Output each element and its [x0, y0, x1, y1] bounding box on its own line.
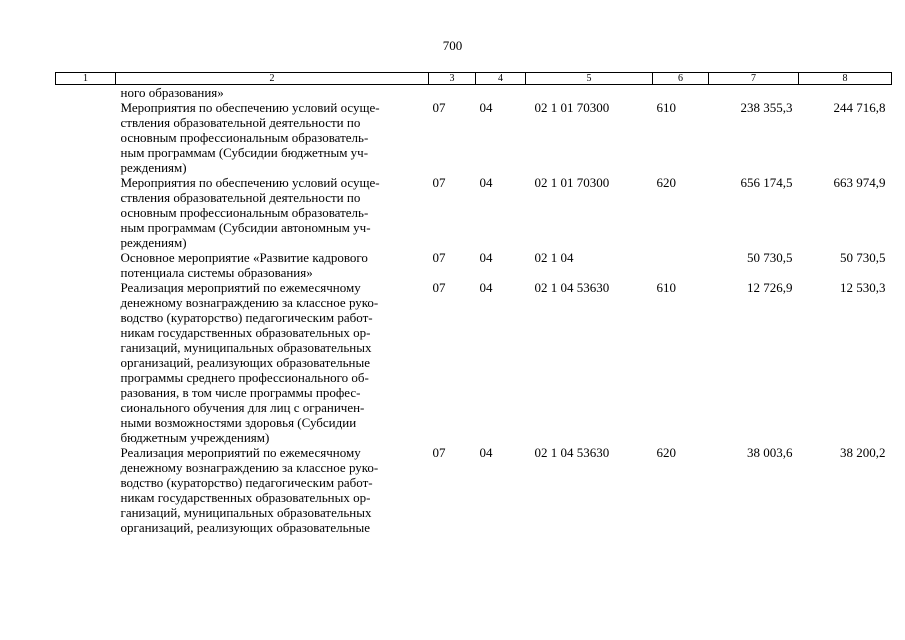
row-value-2: 50 730,5 [840, 250, 886, 265]
row-name [116, 100, 429, 175]
table-row [56, 250, 892, 280]
row-value-1: 656 174,5 [740, 175, 793, 190]
table-body [56, 85, 892, 536]
row-name-line: программы среднего профессионального об- [120, 370, 369, 385]
row-name-line: водство (кураторство) педагогическим работ- [120, 310, 373, 325]
row-value-2: 244 716,8 [833, 100, 886, 115]
row-name-line: никам государственных образовательных ор- [120, 490, 371, 505]
row-value-2: 663 974,9 [833, 175, 886, 190]
row-type: 610 [656, 100, 676, 115]
row-section: 07 [432, 175, 446, 190]
row-name-line: Реализация мероприятий по ежемесячному [120, 280, 361, 295]
row-name [116, 280, 429, 445]
row-value-2: 12 530,3 [840, 280, 886, 295]
row-name-line: Мероприятия по обеспечению условий осуще- [120, 175, 380, 190]
continuation-row [56, 85, 892, 101]
row-name-line: Основное мероприятие «Развитие кадрового [120, 250, 368, 265]
row-name [116, 175, 429, 250]
row-value-1: 238 355,3 [740, 100, 793, 115]
row-type: 610 [656, 280, 676, 295]
row-name-line: Реализация мероприятий по ежемесячному [120, 445, 361, 460]
header-col-6: 6 [653, 73, 709, 85]
row-value-1: 12 726,9 [747, 280, 793, 295]
row-name-line: основным профессиональным образователь- [120, 130, 369, 145]
row-value-1: 38 003,6 [747, 445, 793, 460]
row-section: 07 [432, 445, 446, 460]
row-target: 02 1 04 53630 [534, 280, 610, 295]
row-target: 02 1 04 53630 [534, 445, 610, 460]
row-name [116, 250, 429, 280]
budget-table [55, 72, 892, 535]
row-name-line: ганизаций, муниципальных образовательных [120, 505, 372, 520]
row-name-line: ствления образовательной деятельности по [120, 190, 361, 205]
cell-empty [56, 445, 116, 535]
row-type: 620 [656, 445, 676, 460]
row-name-line: ганизаций, муниципальных образовательных [120, 340, 372, 355]
header-col-4: 4 [476, 73, 526, 85]
header-col-8: 8 [799, 73, 892, 85]
header-col-7: 7 [709, 73, 799, 85]
row-name-line: денежному вознаграждению за классное руко- [120, 460, 379, 475]
cell-empty [56, 280, 116, 445]
row-name-line: ствления образовательной деятельности по [120, 115, 361, 130]
row-section: 07 [432, 100, 446, 115]
table-header [56, 73, 892, 85]
row-name-line: реждениям) [120, 160, 187, 175]
table-row [56, 175, 892, 250]
row-name-line: ным программам (Субсидии бюджетным уч- [120, 145, 369, 160]
row-subsection: 04 [479, 445, 493, 460]
row-subsection: 04 [479, 280, 493, 295]
row-section: 07 [432, 280, 446, 295]
row-name-line: разования, в том числе программы профес- [120, 385, 361, 400]
row-target: 02 1 01 70300 [534, 100, 610, 115]
header-row [56, 73, 892, 85]
row-value-2: 38 200,2 [840, 445, 886, 460]
table-row [56, 445, 892, 535]
header-col-3: 3 [429, 73, 476, 85]
row-name-line: никам государственных образовательных ор- [120, 325, 371, 340]
row-target: 02 1 01 70300 [534, 175, 610, 190]
row-name-line: организаций, реализующих образовательные [120, 520, 371, 535]
cell-empty [56, 100, 116, 175]
row-name-line: бюджетным учреждениям) [120, 430, 270, 445]
row-subsection: 04 [479, 175, 493, 190]
row-subsection: 04 [479, 100, 493, 115]
row-target: 02 1 04 [534, 250, 574, 265]
row-name [116, 445, 429, 535]
row-type: 620 [656, 175, 676, 190]
row-name-line: организаций, реализующих образовательные [120, 355, 371, 370]
table-row [56, 100, 892, 175]
row-name-line: денежному вознаграждению за классное руко- [120, 295, 379, 310]
row-type [653, 250, 709, 280]
cell-empty [56, 250, 116, 280]
row-name-line: Мероприятия по обеспечению условий осуще- [120, 100, 380, 115]
row-name-line: основным профессиональным образователь- [120, 205, 369, 220]
header-col-1: 1 [56, 73, 116, 85]
header-col-5: 5 [526, 73, 653, 85]
row-name-line: ным программам (Субсидии автономным уч- [120, 220, 371, 235]
continuation-text: ного образования» [120, 85, 224, 100]
row-subsection: 04 [479, 250, 493, 265]
page-number: 700 [442, 38, 463, 53]
cell-empty [56, 85, 116, 101]
table-row [56, 280, 892, 445]
row-value-1: 50 730,5 [747, 250, 793, 265]
row-name-line: потенциала системы образования» [120, 265, 313, 280]
row-name-line: сионального обучения для лиц с ограничен- [120, 400, 365, 415]
row-name-line: водство (кураторство) педагогическим работ- [120, 475, 373, 490]
cell-empty [56, 175, 116, 250]
row-name-line: ными возможностями здоровья (Субсидии [120, 415, 357, 430]
header-col-2: 2 [116, 73, 429, 85]
row-section: 07 [432, 250, 446, 265]
row-name-line: реждениям) [120, 235, 187, 250]
